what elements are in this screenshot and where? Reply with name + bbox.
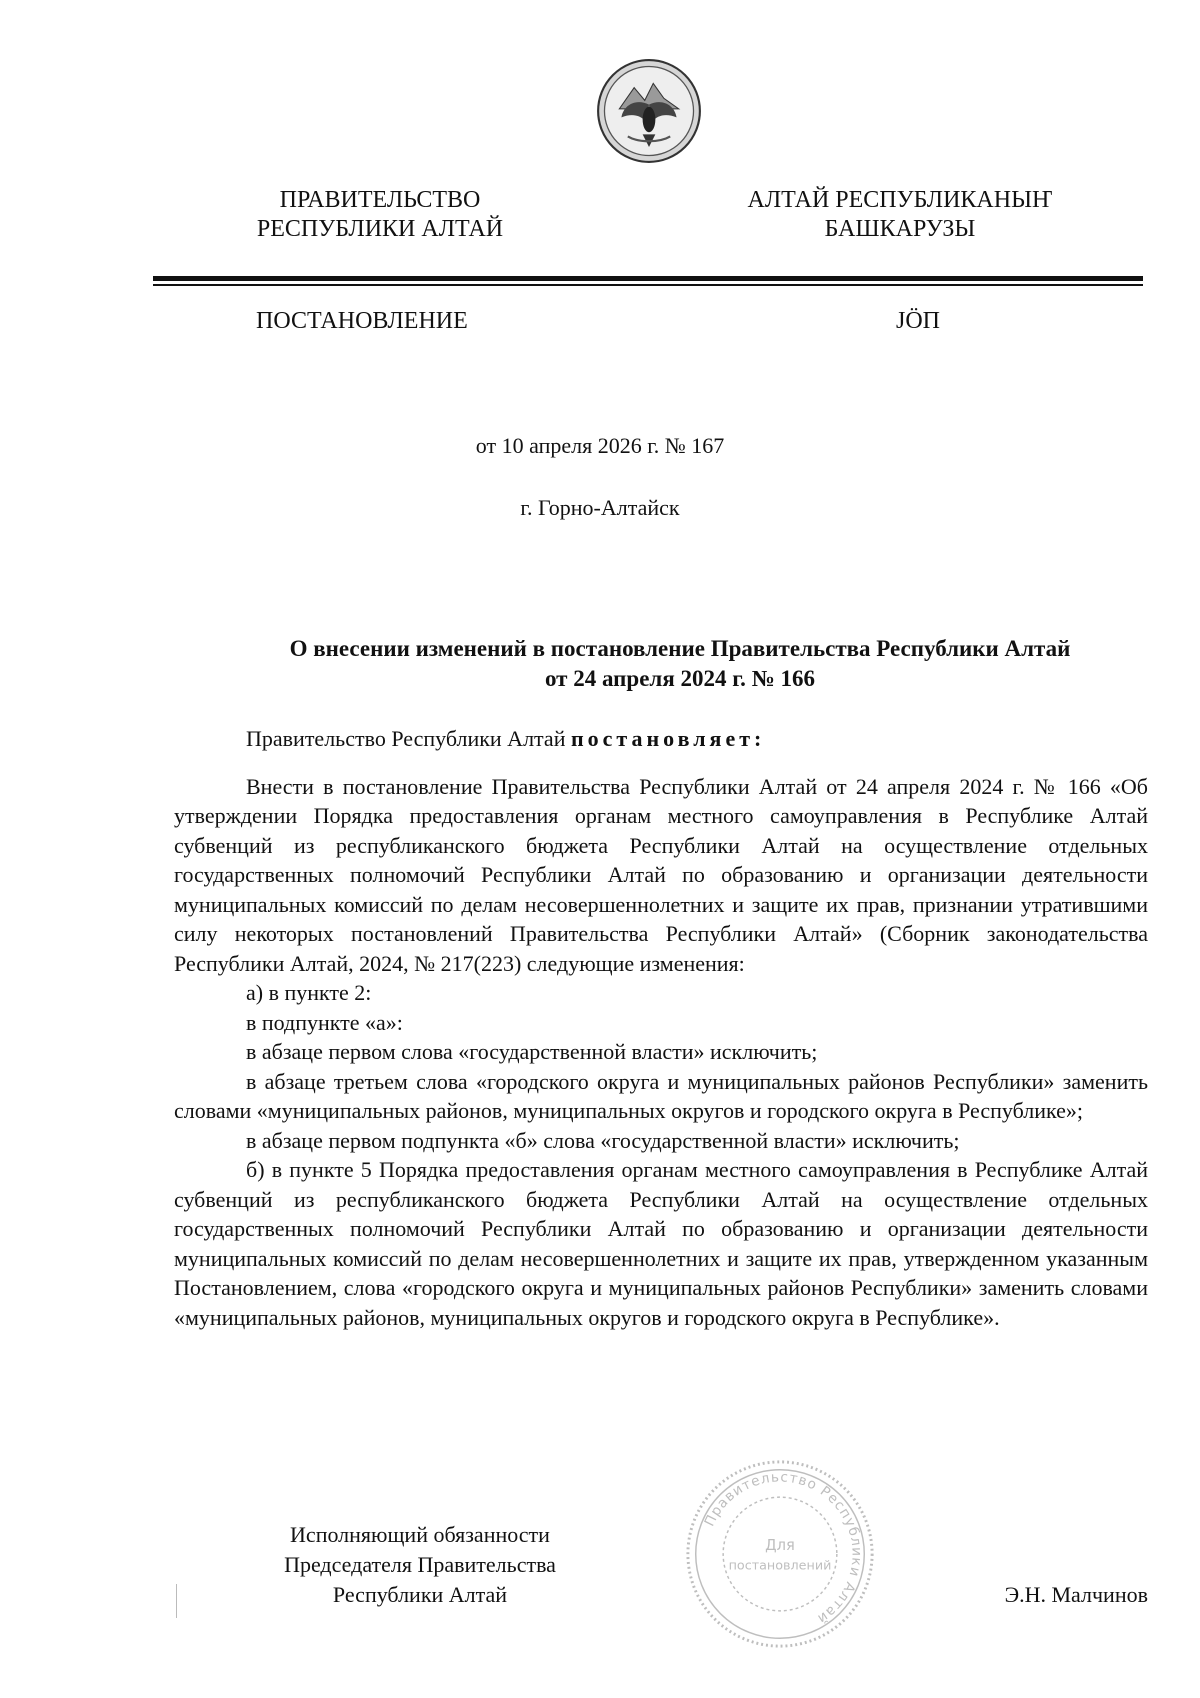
body-paragraph: в абзаце первом слова «государственной власти» исключить; (246, 1039, 818, 1064)
date-number-line: от 10 апреля 2026 г. № 167 (475, 433, 725, 458)
stamp-center-line2: постановлений (728, 1558, 832, 1574)
position-line3: Республики Алтай (332, 1582, 508, 1607)
header-right-line1: АЛТАЙ РЕСПУБЛИКАНЫҤ (747, 187, 1053, 213)
preamble (174, 724, 1148, 754)
header-left-block (200, 186, 560, 244)
signatory-position (240, 1520, 600, 1610)
body-paragraph: б) в пункте 5 Порядка предоставления органам местного самоуправления в Республике Алтай субвенций из республиканского бюджета Республики Алтай на осуществление отдельных государственных полномочий Республики Алтай по образованию и организации деятельности муниципальных комиссий по делам несовершеннолетних и защите их прав, утвержденном указанным Постановлением, слова «городского округа и муниципальных районов Республики» заменить словами «муниципальных районов, муниципальных округов и городского округа в Республике». (174, 1157, 1148, 1330)
header-right-block (720, 186, 1080, 244)
stamp-center-line1: Для (765, 1537, 795, 1555)
title-line1: О внесении изменений в постановление Правительства Республики Алтай (289, 636, 1071, 661)
signatory-name: Э.Н. Малчинов (1004, 1582, 1148, 1607)
position-line1: Исполняющий обязанности (290, 1522, 550, 1547)
coat-of-arms-emblem (596, 58, 702, 164)
title-line2: от 24 апреля 2024 г. № 166 (544, 666, 815, 691)
preamble-text: Правительство Республики Алтай (246, 726, 571, 751)
header-divider-thin (153, 284, 1143, 286)
decree-word: постановляет: (570, 726, 766, 751)
body-paragraph: а) в пункте 2: (246, 980, 372, 1005)
header-right-line2: БАШКАРУЗЫ (824, 216, 976, 242)
body-paragraph: в подпункте «а»: (246, 1009, 403, 1035)
body-paragraph: в абзаце третьем слова «городского округа и муниципальных районов Республики» заменить словами «муниципальных районов, муниципальных округов и городского округа в Республике»; (174, 1068, 1148, 1123)
stamp-ring-text: Правительство Республики Алтай (701, 1469, 865, 1628)
city-line: г. Горно-Алтайск (520, 495, 680, 520)
header-left-line1: ПРАВИТЕЛЬСТВО (279, 187, 481, 213)
header-divider-thick (153, 276, 1143, 281)
official-stamp (682, 1456, 878, 1652)
position-line2: Председателя Правительства (284, 1552, 556, 1577)
document-body (174, 724, 1148, 1332)
document-title (240, 634, 1120, 694)
body-paragraph: Внести в постановление Правительства Республики Алтай от 24 апреля 2024 г. № 166 «Об утверждении Порядка предоставления органам местного самоуправления в Республике Алтай субвенций из республиканского бюджета Республики Алтай на осуществление отдельных государственных полномочий Республики Алтай по образованию и организации деятельности муниципальных комиссий по делам несовершеннолетних и защите их прав, признании утратившими силу некоторых постановлений Правительства Республики Алтай» (Сборник законодательства Республики Алтай, 2024, № 217(223) следующие изменения: (174, 773, 1148, 976)
doc-type-russian: ПОСТАНОВЛЕНИЕ (256, 308, 468, 334)
doc-type-altai: JӦП (896, 308, 941, 334)
header-left-line2: РЕСПУБЛИКИ АЛТАЙ (256, 216, 504, 242)
body-paragraph: в абзаце первом подпункта «б» слова «государственной власти» исключить; (246, 1127, 960, 1153)
margin-mark (176, 1584, 177, 1618)
